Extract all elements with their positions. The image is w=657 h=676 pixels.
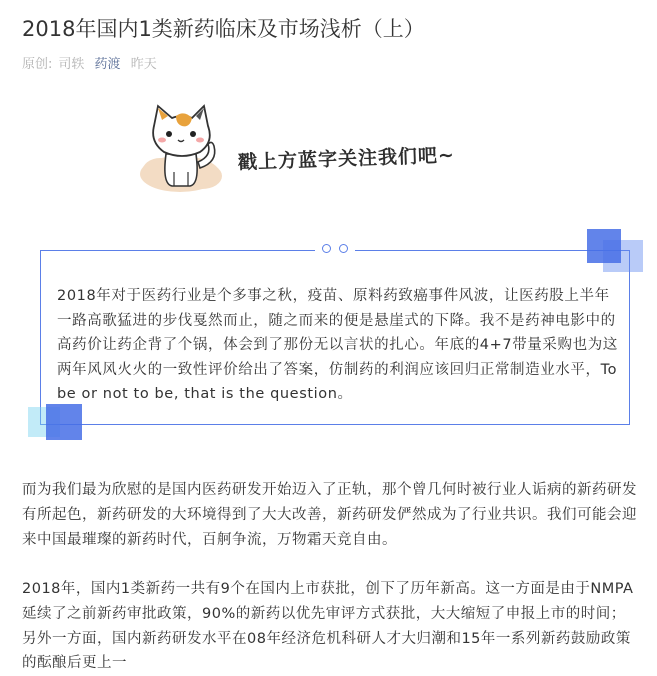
body-paragraph: 而为我们最为欣慰的是国内医药研发开始迈入了正轨，那个曾几何时被行业人诟病的新药研发有所起色，新药研发的大环境得到了大大改善，新药研发俨然成为了行业共识。我们可能会迎来中国最璀璨的新药时代，百舸争流，万物霜天竞自由。 [22, 482, 637, 548]
ornament-dot [339, 244, 348, 253]
quote-dots-ornament [315, 241, 355, 257]
intro-quote-text: 2018年对于医药行业是个多事之秋，疫苗、原料药致癌事件风波，让医药股上半年一路高歌猛进的步伐戛然而止，随之而来的便是悬崖式的下降。我不是药神电影中的高药价让药企背了个锅，体会到了那份无以言状的扎心。年底的4+7带量采购也为这两年风风火火的一致性评价给出了答案，仿制药的利润应该回归正常制造业水平，To be or not to be, that is the question。 [57, 288, 618, 402]
publish-time: 昨天 [130, 57, 157, 72]
account-link[interactable]: 药渡 [94, 57, 121, 72]
cat-illustration [138, 102, 228, 198]
original-label: 原创: [22, 57, 53, 72]
author-name: 司轶 [58, 57, 85, 72]
follow-banner [138, 102, 528, 202]
follow-prompt-text: 戳上方蓝字关注我们吧~ [237, 144, 456, 174]
corner-square-dark [46, 404, 82, 440]
article-meta [22, 56, 163, 74]
body-paragraph: 2018年，国内1类新药一共有9个在国内上市获批，创下了历年新高。这一方面是由于NMPA延续了之前新药审批政策，90%的新药以优先审评方式获批，大大缩短了申报上市的时间；另外一方面，国内新药研发水平在08年经济危机科研人才大归潮和15年一系列新药鼓励政策的酝酿后更上一 [22, 581, 634, 672]
article-title: 2018年国内1类新药临床及市场浅析（上） [22, 17, 425, 41]
corner-square-dark [587, 229, 621, 263]
ornament-dot [322, 244, 331, 253]
